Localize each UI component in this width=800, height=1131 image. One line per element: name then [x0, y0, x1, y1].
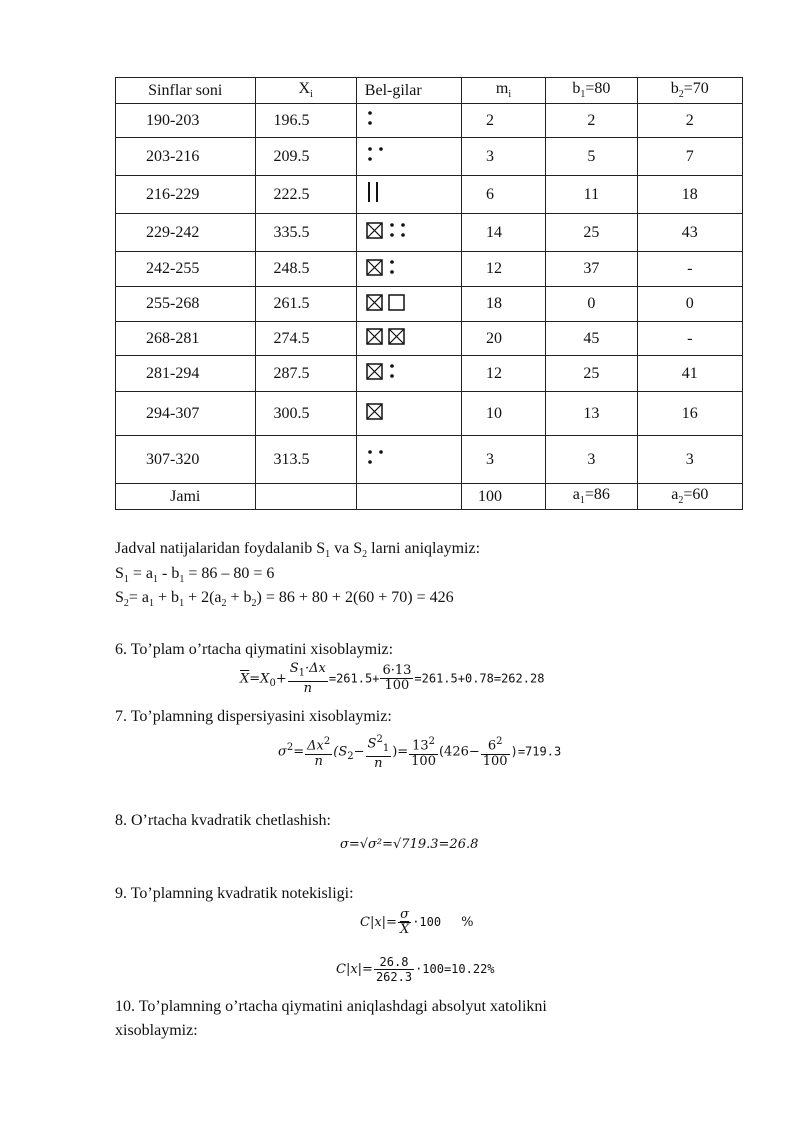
- m-cell: 14: [461, 214, 545, 252]
- b2-cell: 41: [637, 356, 742, 392]
- total-row: [116, 484, 743, 510]
- heading-7: 7. To’plamning dispersiyasini xisoblaymiz:: [115, 708, 392, 725]
- x-cell: 209.5: [255, 138, 356, 176]
- header-xi: $X_i$: [255, 78, 356, 104]
- heading-9: 9. To’plamning kvadratik notekisligi:: [115, 885, 354, 902]
- tally-mark-icon: [365, 397, 455, 425]
- empty-cell: [356, 484, 461, 510]
- interval-cell: 190-203: [116, 104, 256, 138]
- tally-cell: [356, 138, 461, 176]
- b1-cell: 25: [546, 356, 637, 392]
- tally-mark-icon: [365, 357, 455, 385]
- tally-cell: [356, 392, 461, 436]
- heading-8: 8. O’rtacha kvadratik chetlashish:: [115, 812, 331, 829]
- tally-mark-icon: [365, 288, 455, 316]
- table-header-row: [116, 78, 743, 104]
- header-tally: Bel-gilar: [356, 78, 461, 104]
- heading-10-cont: xisoblaymiz:: [115, 1022, 198, 1039]
- total-m: 100: [461, 484, 545, 510]
- table-row: [116, 322, 743, 356]
- b1-cell: 45: [546, 322, 637, 356]
- tally-mark-icon: [365, 178, 455, 206]
- m-cell: 3: [461, 138, 545, 176]
- heading-10: 10. To’plamning o’rtacha qiymatini aniqlashdagi absolyut xatolikni: [115, 998, 547, 1015]
- b2-cell: 43: [637, 214, 742, 252]
- total-a1: $a_1=86$: [546, 484, 637, 510]
- table-row: [116, 214, 743, 252]
- x-cell: 248.5: [255, 252, 356, 287]
- b1-cell: 11: [546, 176, 637, 214]
- table-row: [116, 252, 743, 287]
- tally-cell: [356, 252, 461, 287]
- m-cell: 6: [461, 176, 545, 214]
- b1-cell: 2: [546, 104, 637, 138]
- interval-cell: 307-320: [116, 436, 256, 484]
- b2-cell: 0: [637, 287, 742, 322]
- tally-cell: [356, 176, 461, 214]
- header-classes: Sinflar soni: [116, 78, 256, 104]
- table-row: [116, 356, 743, 392]
- table-row: [116, 436, 743, 484]
- m-cell: 10: [461, 392, 545, 436]
- tally-mark-icon: [365, 443, 455, 471]
- table-row: [116, 138, 743, 176]
- m-cell: 3: [461, 436, 545, 484]
- mean-formula: $\overline{X}=X_0+$ $\frac{S_1\cdot\Delta x}{n}$ =261.5+ $\frac{6\cdot 13}{100}$ =261.5+0.78=262.28: [240, 661, 545, 696]
- table-row: [116, 392, 743, 436]
- b1-cell: 3: [546, 436, 637, 484]
- tally-cell: [356, 104, 461, 138]
- m-cell: 12: [461, 252, 545, 287]
- b2-cell: 3: [637, 436, 742, 484]
- tally-mark-icon: [365, 322, 455, 350]
- tally-cell: [356, 322, 461, 356]
- heading-6: 6. To’plam o’rtacha qiymatini xisoblaymiz:: [115, 641, 394, 658]
- header-b2: $b_2=70$: [637, 78, 742, 104]
- b1-cell: 0: [546, 287, 637, 322]
- b2-cell: 2: [637, 104, 742, 138]
- x-cell: 261.5: [255, 287, 356, 322]
- header-b1: $b_1=80$: [546, 78, 637, 104]
- s1-equation: $S_1 = a_1 - b_1 = 86 - 80 = 6$: [115, 565, 275, 586]
- interval-cell: 255-268: [116, 287, 256, 322]
- tally-mark-icon: [365, 140, 455, 168]
- x-cell: 313.5: [255, 436, 356, 484]
- interval-cell: 242-255: [116, 252, 256, 287]
- dispersion-formula: $\sigma^2=$ $\frac{\Delta x^2}{n}$ ($S_2-$ $\frac{S^2_1}{n}$ )= $\frac{13^2}{100}$ (426− $\frac{6^2}{100}$ )=719.3: [278, 734, 562, 771]
- interval-cell: 281-294: [116, 356, 256, 392]
- tally-cell: [356, 436, 461, 484]
- table-row: [116, 104, 743, 138]
- cv-formula-value: C|x|= $\frac{26.8}{262.3}$ ·100=10.22%: [336, 955, 495, 984]
- cv-formula-general: C|x|= $\frac{\sigma}{X}$ ·100 %: [360, 907, 474, 937]
- b2-cell: 16: [637, 392, 742, 436]
- x-cell: 196.5: [255, 104, 356, 138]
- b1-cell: 13: [546, 392, 637, 436]
- table-row: [116, 176, 743, 214]
- m-cell: 20: [461, 322, 545, 356]
- std-dev-formula: σ=√σ²=√719.3=26.8: [340, 837, 479, 852]
- b1-cell: 37: [546, 252, 637, 287]
- b2-cell: -: [637, 322, 742, 356]
- b1-cell: 25: [546, 214, 637, 252]
- tally-cell: [356, 287, 461, 322]
- tally-mark-icon: [365, 253, 455, 281]
- x-cell: 335.5: [255, 214, 356, 252]
- interval-cell: 216-229: [116, 176, 256, 214]
- table-row: [116, 287, 743, 322]
- m-cell: 2: [461, 104, 545, 138]
- total-a2: $a_2=60$: [637, 484, 742, 510]
- interval-cell: 203-216: [116, 138, 256, 176]
- empty-cell: [255, 484, 356, 510]
- interval-cell: 268-281: [116, 322, 256, 356]
- b2-cell: -: [637, 252, 742, 287]
- total-label: Jami: [116, 484, 256, 510]
- tally-mark-icon: [365, 104, 455, 132]
- interval-cell: 229-242: [116, 214, 256, 252]
- x-cell: 222.5: [255, 176, 356, 214]
- header-mi: $m_i$: [461, 78, 545, 104]
- b2-cell: 7: [637, 138, 742, 176]
- b2-cell: 18: [637, 176, 742, 214]
- tally-cell: [356, 356, 461, 392]
- m-cell: 18: [461, 287, 545, 322]
- interval-cell: 294-307: [116, 392, 256, 436]
- intro-text: Jadval natijalaridan foydalanib $S_1$ va $S_2$ larni aniqlaymiz:: [115, 540, 481, 561]
- tally-mark-icon: [365, 216, 455, 244]
- frequency-table: [115, 77, 743, 510]
- s2-equation: $S_2= a_1 + b_1 + 2(a_2 + b_2) = 86 + 80 + 2(60 + 70) = 426$: [115, 589, 454, 610]
- b1-cell: 5: [546, 138, 637, 176]
- m-cell: 12: [461, 356, 545, 392]
- tally-cell: [356, 214, 461, 252]
- x-cell: 274.5: [255, 322, 356, 356]
- x-cell: 287.5: [255, 356, 356, 392]
- x-cell: 300.5: [255, 392, 356, 436]
